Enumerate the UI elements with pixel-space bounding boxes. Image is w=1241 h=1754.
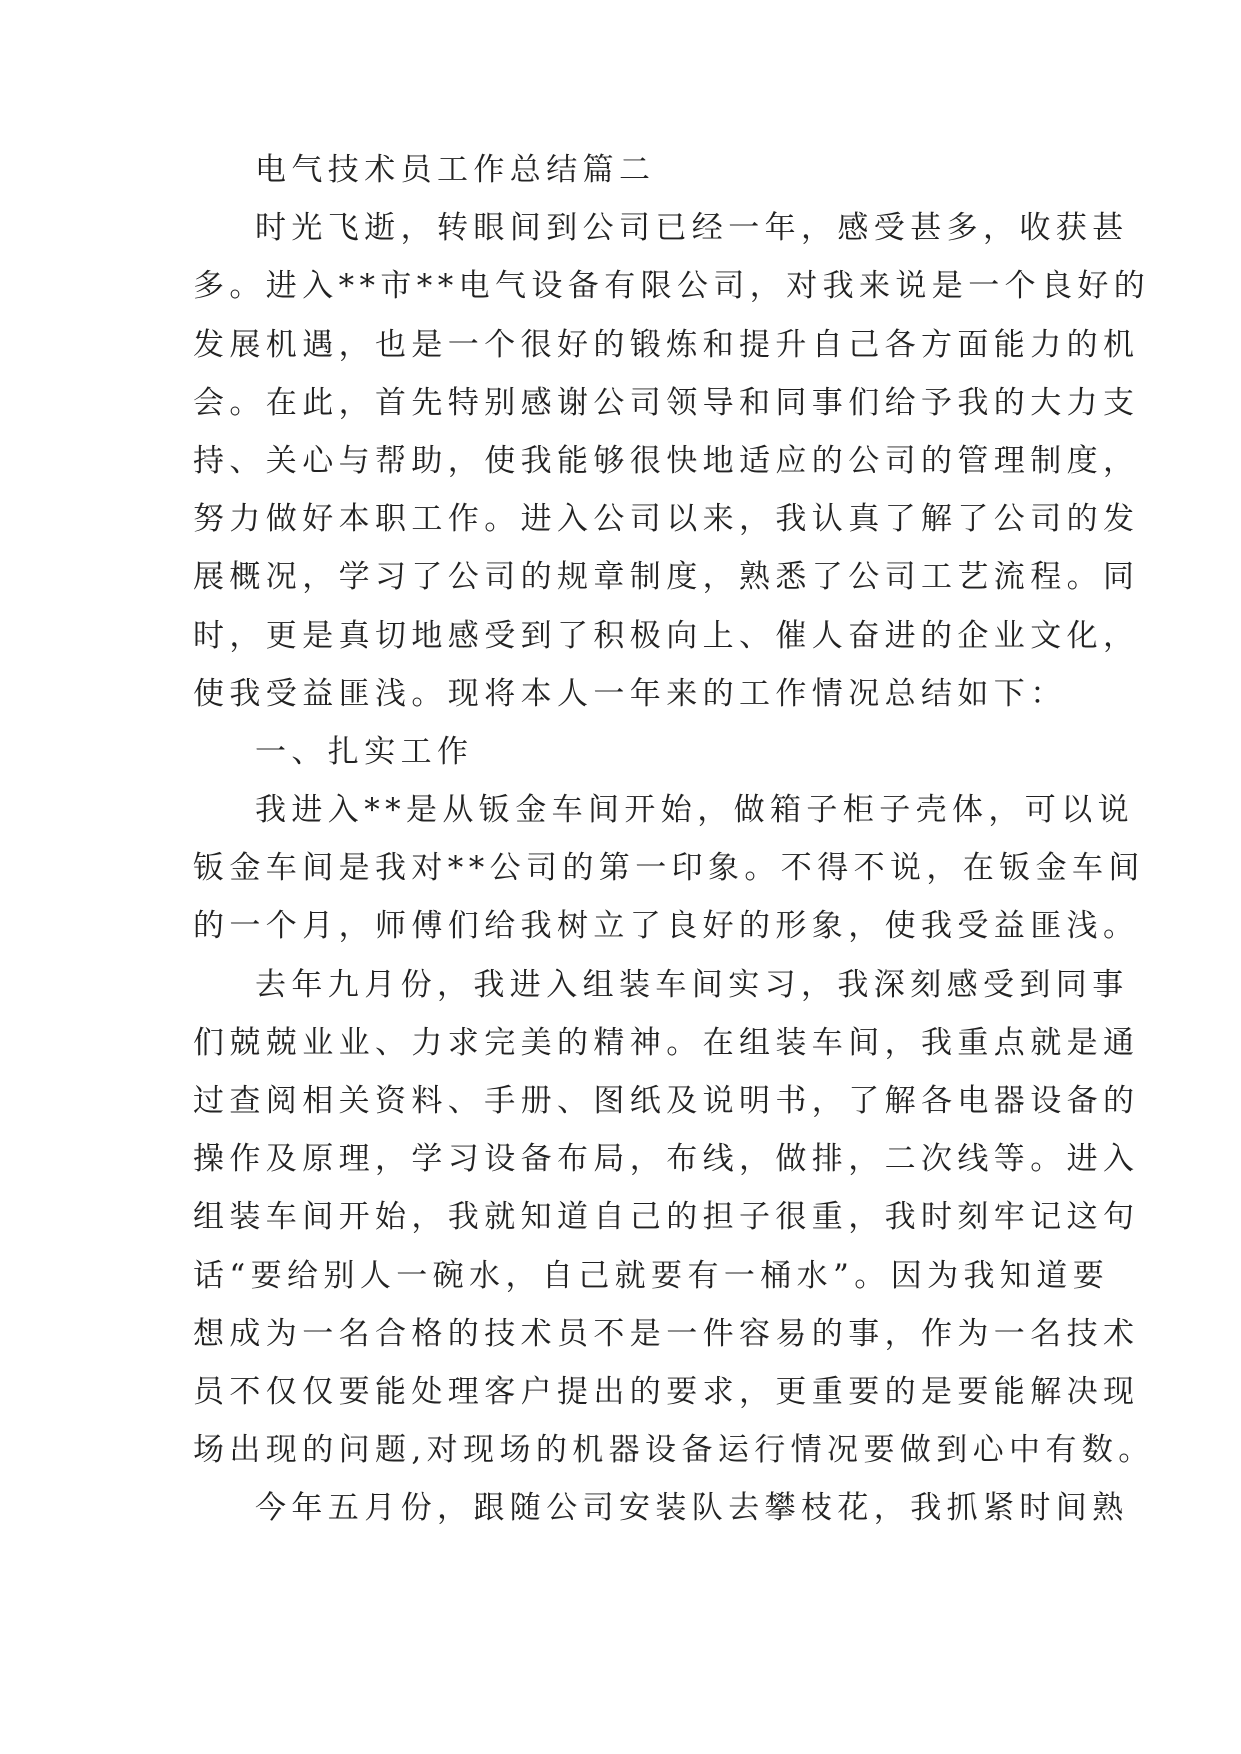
body-text-line: 员不仅仅要能处理客户提出的要求，更重要的是要能解决现	[193, 1373, 1140, 1410]
body-text-line: 钣金车间是我对**公司的第一印象。不得不说，在钣金车间	[193, 850, 1145, 887]
body-text-line: 操作及原理，学习设备布局，布线，做排，二次线等。进入	[193, 1141, 1140, 1178]
body-text-line: 使我受益匪浅。现将本人一年来的工作情况总结如下：	[193, 675, 1067, 712]
body-text-line: 今年五月份，跟随公司安装队去攀枝花，我抓紧时间熟	[255, 1490, 1129, 1527]
body-text-line: 一、扎实工作	[255, 733, 474, 770]
body-text-line: 持、关心与帮助，使我能够很快地适应的公司的管理制度，	[193, 442, 1140, 479]
body-text-line: 多。进入**市**电气设备有限公司，对我来说是一个良好的	[193, 268, 1151, 305]
body-text-line: 去年九月份，我进入组装车间实习，我深刻感受到同事	[255, 966, 1129, 1003]
body-text-line: 时光飞逝，转眼间到公司已经一年，感受甚多，收获甚	[255, 210, 1129, 247]
body-text-line: 的一个月，师傅们给我树立了良好的形象，使我受益匪浅。	[193, 908, 1140, 945]
body-text-line: 我进入**是从钣金车间开始，做箱子柜子壳体，可以说	[255, 792, 1134, 829]
document-title: 电气技术员工作总结篇二	[255, 152, 656, 188]
body-text-line: 组装车间开始，我就知道自己的担子很重，我时刻牢记这句	[193, 1199, 1140, 1236]
body-text-line: 时，更是真切地感受到了积极向上、催人奋进的企业文化，	[193, 617, 1140, 654]
body-text-line: 场出现的问题,对现场的机器设备运行情况要做到心中有数。	[193, 1432, 1155, 1469]
body-text-line: 发展机遇，也是一个很好的锻炼和提升自己各方面能力的机	[193, 326, 1140, 363]
body-text-line: 话“要给别人一碗水，自己就要有一桶水”。因为我知道要	[193, 1257, 1110, 1294]
body-text-line: 想成为一名合格的技术员不是一件容易的事，作为一名技术	[193, 1315, 1140, 1352]
body-text-line: 过查阅相关资料、手册、图纸及说明书，了解各电器设备的	[193, 1083, 1140, 1119]
body-text-line: 展概况，学习了公司的规章制度，熟悉了公司工艺流程。同	[193, 559, 1140, 596]
body-text-line: 们兢兢业业、力求完美的精神。在组装车间，我重点就是通	[193, 1024, 1140, 1061]
body-text-line: 努力做好本职工作。进入公司以来，我认真了解了公司的发	[193, 501, 1140, 538]
document-body	[193, 141, 1155, 1538]
body-text-line: 会。在此，首先特别感谢公司领导和同事们给予我的大力支	[193, 384, 1140, 421]
